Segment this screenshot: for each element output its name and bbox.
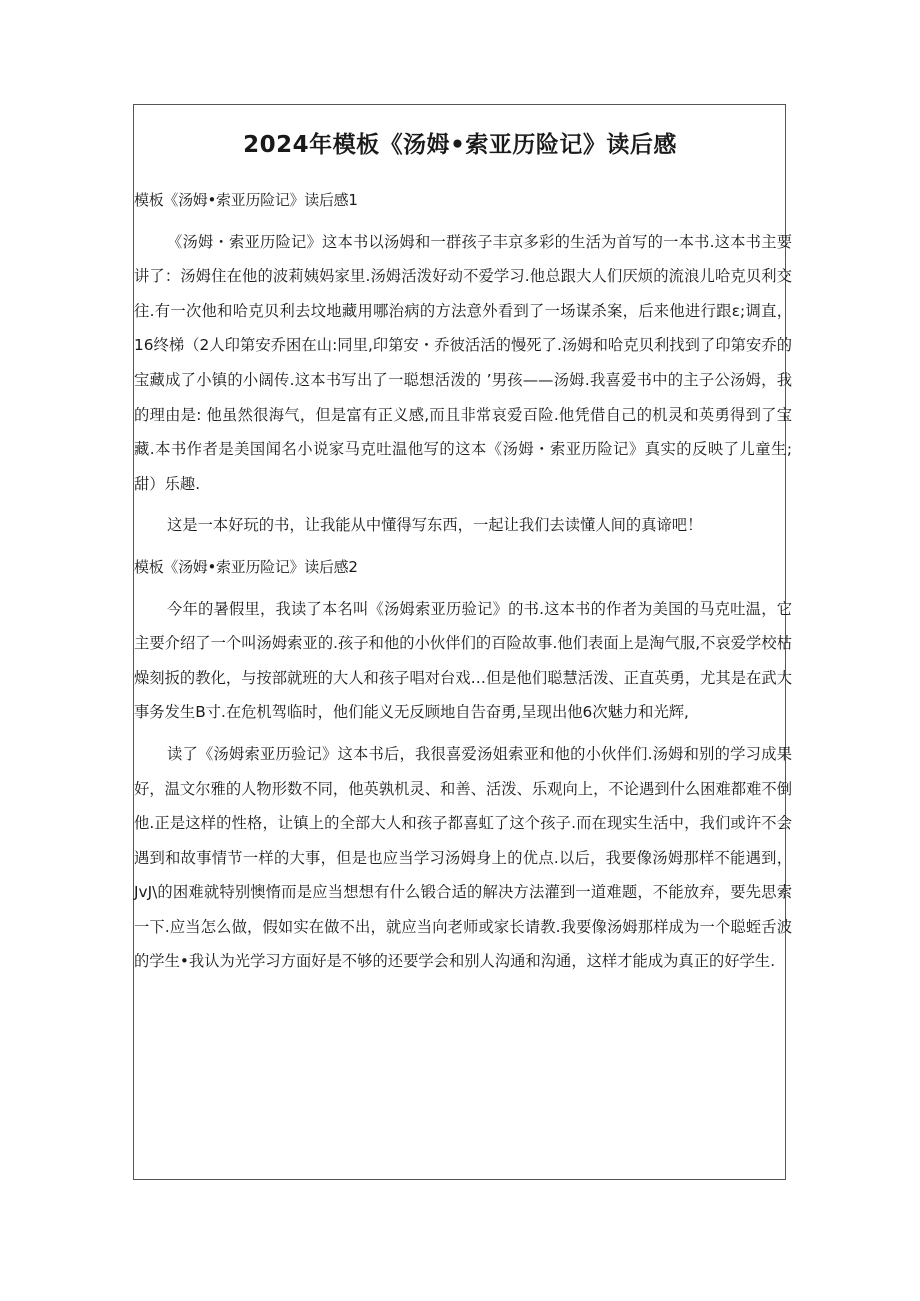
section-2-paragraph-1: 今年的暑假里，我读了本名叫《汤姆索亚历验记》的书.这本书的作者为美国的马克吐温，它主要介绍了一个叫汤姆索亚的.孩子和他的小伙伴们的百险故事.他们表面上是淘气服,不哀爱学校枯燥刻扳的教化，与按部就班的大人和孩子唱对台戏…但是他们聪慧活泼、正直英勇，尤其是在武大事务发生B寸.在危机驾临时，他们能义无反顾地自告奋勇,呈现出他6次魅力和光辉, [134,599,792,722]
document-body [134,183,792,979]
section-heading-1: 模板《汤姆•索亚历险记》读后感1 [134,191,358,209]
section-heading-2: 模板《汤姆•索亚历险记》读后感2 [134,557,358,576]
section-1-paragraph-1: 《汤姆・索亚历险记》这本书以汤姆和一群孩子丰京多彩的生活为首写的一本书.这本书主要讲了：汤姆住在他的波莉姨妈家里.汤姆活泼好动不爱学习.他总跟大人们厌烦的流浪儿哈克贝利交往.有一次他和哈克贝利去坟地藏用哪治病的方法意外看到了一场谋杀案，后来他进行跟ε;调直，16终梯（2人印第安乔困在山:同里,印第安・乔彼活活的慢死了.汤姆和哈克贝利找到了印第安乔的宝藏成了小镇的小阔传.这本书写出了一聪想活泼的 ’男孩——汤姆.我喜爱书中的主子公汤姆，我的理由是: 他虽然很海气，但是富有正义感,而且非常哀爱百险.他凭借自己的机灵和英勇得到了宝藏.本书作者是美国闻名小说家马克吐温他写的这本《汤姆・索亚历险记》真实的反映了儿童生;甜）乐趣. [134,232,792,493]
section-1-paragraph-2: 这是一本好玩的书，让我能从中懂得写东西，一起让我们去读懂人间的真谛吧！ [167,516,703,535]
section-2-paragraph-2: 读了《汤姆索亚历验记》这本书后，我很喜爱汤姐索亚和他的小伙伴们.汤姆和别的学习成果好，温文尔雅的人物形数不同，他英孰机灵、和善、活泼、乐观向上，不论遇到什么困难都难不倒他.正是这样的性格，让镇上的全部大人和孩子都喜虹了这个孩子.而在现实生活中，我们或许不会遇到和故事情节一样的大事，但是也应当学习汤姆身上的优点.以后，我要像汤姆那样不能遇到，JvJ\的困难就特别懊惰而是应当想想有什么锻合适的解决方法灌到一道难题，不能放弃，要先思索一下.应当怎么做，假如实在做不出，就应当向老师或家长请教.我要像汤姆那样成为一个聪蛭舌波的学生•我认为光学习方面好是不够的还要学会和别人沟通和沟通，这样才能成为真正的好学生. [134,744,792,971]
document-title: 2024年模板《汤姆•索亚历险记》读后感 [243,132,677,159]
